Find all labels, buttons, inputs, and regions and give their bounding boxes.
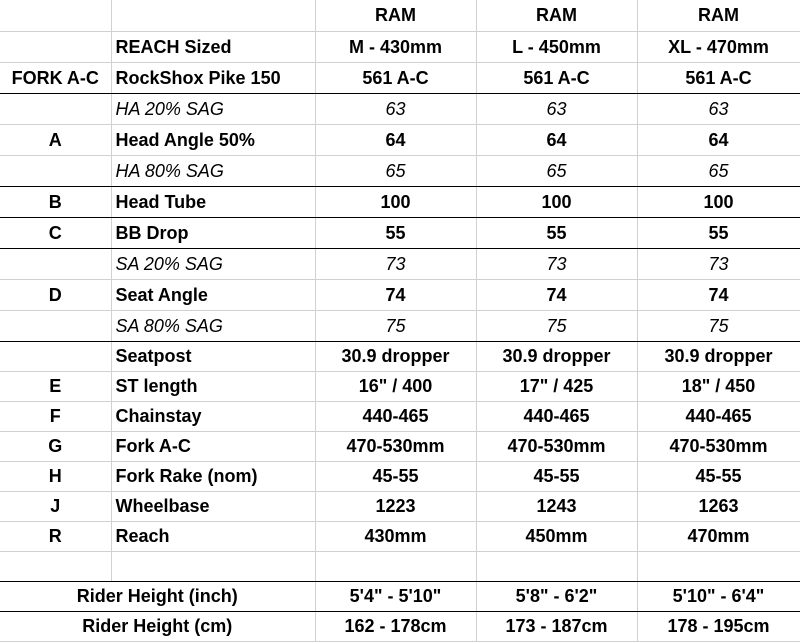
row-value: 75 [315, 310, 476, 341]
rider-height-value: 5'4" - 5'10" [315, 581, 476, 611]
empty-cell [476, 551, 637, 581]
row-code [0, 93, 111, 124]
row-value: 440-465 [637, 401, 800, 431]
rider-height-value: 173 - 187cm [476, 611, 637, 641]
row-value: 64 [637, 124, 800, 155]
fork-value: 561 A-C [637, 62, 800, 93]
row-value: 74 [637, 279, 800, 310]
model-row [0, 0, 800, 31]
row-label: Wheelbase [111, 491, 315, 521]
row-value: 18" / 450 [637, 371, 800, 401]
row-code: E [0, 371, 111, 401]
table-row [0, 310, 800, 341]
row-value: 74 [476, 279, 637, 310]
row-value: 45-55 [637, 461, 800, 491]
empty-cell [111, 551, 315, 581]
row-value: 63 [637, 93, 800, 124]
empty-cell [315, 551, 476, 581]
table-row [0, 341, 800, 371]
row-code: J [0, 491, 111, 521]
row-label: Seat Angle [111, 279, 315, 310]
row-value: 470-530mm [637, 431, 800, 461]
row-value: 65 [637, 155, 800, 186]
row-value: 73 [637, 248, 800, 279]
row-code: B [0, 186, 111, 217]
row-value: 470-530mm [476, 431, 637, 461]
row-value: 74 [315, 279, 476, 310]
row-label: Seatpost [111, 341, 315, 371]
row-label: Fork Rake (nom) [111, 461, 315, 491]
row-value: 1223 [315, 491, 476, 521]
row-code: R [0, 521, 111, 551]
row-value: 45-55 [315, 461, 476, 491]
row-label: ST length [111, 371, 315, 401]
size-row [0, 31, 800, 62]
row-value: 65 [315, 155, 476, 186]
row-value: 55 [637, 217, 800, 248]
row-label: Head Tube [111, 186, 315, 217]
empty-cell [111, 0, 315, 31]
row-code: F [0, 401, 111, 431]
row-value: 45-55 [476, 461, 637, 491]
fork-code: FORK A-C [0, 62, 111, 93]
row-value: 470-530mm [315, 431, 476, 461]
spacer-row [0, 551, 800, 581]
row-value: 1263 [637, 491, 800, 521]
rider-height-value: 178 - 195cm [637, 611, 800, 641]
row-label: SA 80% SAG [111, 310, 315, 341]
table-row [0, 155, 800, 186]
row-value: 63 [476, 93, 637, 124]
size-header: M - 430mm [315, 31, 476, 62]
row-value: 73 [476, 248, 637, 279]
table-row [0, 461, 800, 491]
row-code: H [0, 461, 111, 491]
empty-cell [0, 31, 111, 62]
row-value: 16" / 400 [315, 371, 476, 401]
rider-height-label: Rider Height (inch) [0, 581, 315, 611]
row-value: 75 [476, 310, 637, 341]
row-value: 30.9 dropper [315, 341, 476, 371]
row-value: 55 [476, 217, 637, 248]
rider-height-value: 5'10" - 6'4" [637, 581, 800, 611]
rider-height-row [0, 581, 800, 611]
reach-sized-label: REACH Sized [111, 31, 315, 62]
row-value: 430mm [315, 521, 476, 551]
row-value: 64 [476, 124, 637, 155]
table-row [0, 93, 800, 124]
row-label: SA 20% SAG [111, 248, 315, 279]
empty-cell [0, 551, 111, 581]
row-value: 440-465 [476, 401, 637, 431]
row-code: D [0, 279, 111, 310]
rider-height-label: Rider Height (cm) [0, 611, 315, 641]
row-label: Fork A-C [111, 431, 315, 461]
row-label: HA 20% SAG [111, 93, 315, 124]
table-row [0, 371, 800, 401]
row-value: 30.9 dropper [476, 341, 637, 371]
fork-value: 561 A-C [315, 62, 476, 93]
row-code: C [0, 217, 111, 248]
model-name: RAM [315, 0, 476, 31]
fork-row [0, 62, 800, 93]
row-code [0, 341, 111, 371]
row-value: 17" / 425 [476, 371, 637, 401]
table-row [0, 491, 800, 521]
row-value: 100 [315, 186, 476, 217]
row-label: Head Angle 50% [111, 124, 315, 155]
row-value: 75 [637, 310, 800, 341]
empty-cell [637, 551, 800, 581]
row-label: HA 80% SAG [111, 155, 315, 186]
table-row [0, 431, 800, 461]
size-header: L - 450mm [476, 31, 637, 62]
row-value: 1243 [476, 491, 637, 521]
row-code [0, 155, 111, 186]
row-value: 65 [476, 155, 637, 186]
row-value: 440-465 [315, 401, 476, 431]
row-value: 100 [637, 186, 800, 217]
table-row [0, 279, 800, 310]
rider-height-value: 5'8" - 6'2" [476, 581, 637, 611]
row-value: 73 [315, 248, 476, 279]
table-row [0, 248, 800, 279]
table-row [0, 217, 800, 248]
table-row [0, 521, 800, 551]
rider-height-row [0, 611, 800, 641]
empty-cell [0, 0, 111, 31]
row-code [0, 310, 111, 341]
model-name: RAM [476, 0, 637, 31]
row-value: 64 [315, 124, 476, 155]
fork-label: RockShox Pike 150 [111, 62, 315, 93]
row-value: 30.9 dropper [637, 341, 800, 371]
fork-value: 561 A-C [476, 62, 637, 93]
row-label: Reach [111, 521, 315, 551]
row-value: 55 [315, 217, 476, 248]
table-row [0, 124, 800, 155]
row-code [0, 248, 111, 279]
row-value: 470mm [637, 521, 800, 551]
model-name: RAM [637, 0, 800, 31]
row-value: 450mm [476, 521, 637, 551]
row-code: G [0, 431, 111, 461]
row-code: A [0, 124, 111, 155]
rider-height-value: 162 - 178cm [315, 611, 476, 641]
row-value: 100 [476, 186, 637, 217]
row-value: 63 [315, 93, 476, 124]
row-label: BB Drop [111, 217, 315, 248]
table-row [0, 401, 800, 431]
table-row [0, 186, 800, 217]
size-header: XL - 470mm [637, 31, 800, 62]
row-label: Chainstay [111, 401, 315, 431]
